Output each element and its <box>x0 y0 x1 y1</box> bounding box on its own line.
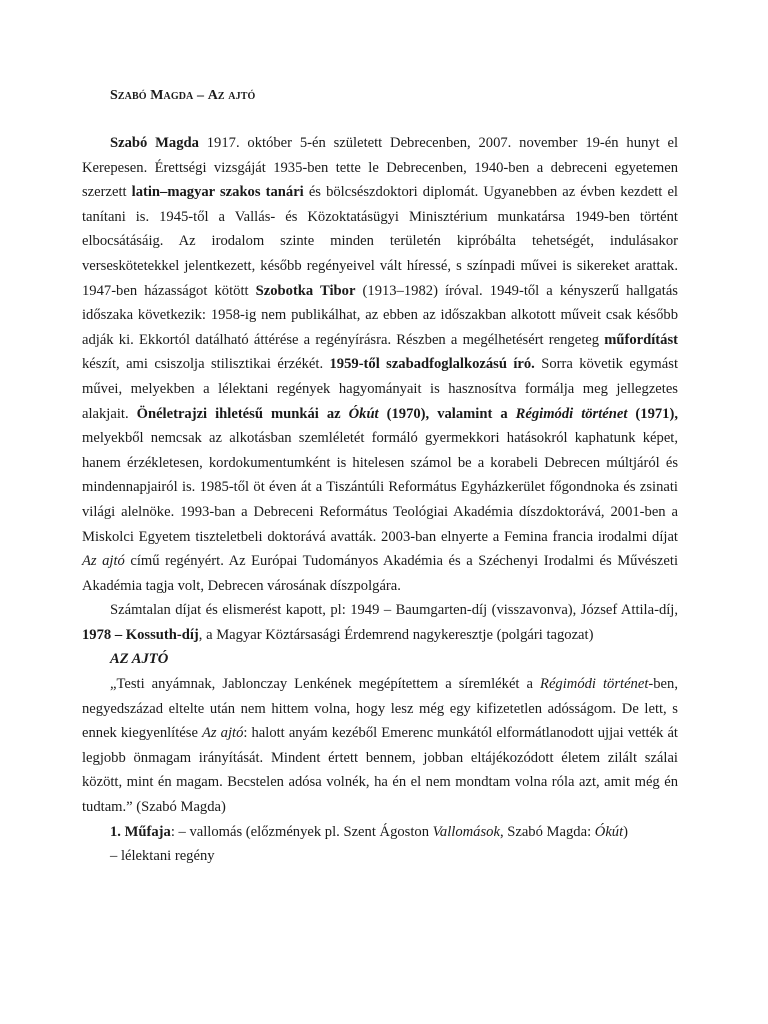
quote-paragraph <box>82 672 678 820</box>
quote-text-2: -ben, negyedszázad eltelte után nem hittem volna, hogy lesz még egy kifizetetlen adósságom. De lett, s ennek kiegyenlítése <box>82 676 678 742</box>
bio-paragraph <box>82 131 678 598</box>
genre-work-vallomasok: Vallomások <box>432 823 500 840</box>
heading-dash: – <box>193 88 208 103</box>
heading-title: Az ajtó <box>207 88 256 103</box>
work-title-regimodi: Régimódi történet <box>515 405 628 422</box>
work-year-1970: (1970), valamint a <box>378 405 516 422</box>
bio-text-1: 1917. október 5-én született Debrecenben, 2007. november 19-én hunyt el Kerepesen. Érettségi vizsgáját 1935-ben tette le Debrecenben, 1940-ben a debreceni egyetemen szerzett <box>82 135 678 201</box>
genre-line <box>82 820 678 845</box>
work-title-okut: Ókút <box>348 405 379 422</box>
genre-label: 1. Műfaja <box>110 823 171 840</box>
quote-work-title-az-ajto: Az ajtó <box>202 725 244 742</box>
bio-text-4: készít, ami csiszolja stilisztikai érzékét. <box>82 356 330 373</box>
kossuth-prize-highlight: 1978 – Kossuth-díj <box>82 626 199 643</box>
author-name: Szabó Magda <box>110 135 199 151</box>
freelance-highlight: 1959-től szabadfoglalkozású író. <box>329 356 535 373</box>
genre-line-2: – lélektani regény <box>110 848 215 865</box>
genre-text-2: , Szabó Magda: <box>499 823 595 840</box>
bio-text-3: (1913–1982) íróval. 1949-től a kényszerű hallgatás időszaka következik: 1958-ig nem publikálhat, az ebben az időszakban alkotott műveit csak később adják ki. Ekkortól datálható áttérése a regényírásra. Részben a megélhetésért rengeteg <box>82 282 678 348</box>
quote-work-title-regimodi: Régimódi történet <box>540 676 649 693</box>
work-title-az-ajto: Az ajtó <box>82 553 125 570</box>
genre-text-3: ) <box>623 823 629 840</box>
bio-text-2: és bölcsészdoktori diplomát. Ugyanebben az évben kezdett el tanítani is. 1945-től a Vallás- és Közoktatásügyi Minisztérium munkatársa 1949-ben történt elbocsátásáig. Az irodalom szinte minden területén kipróbálta tehetségét, indulásakor verseskötetekkel jelentkezett, később regényeivel vált híressé, s színpadi művei is sikereket arattak. 1947-ben házasságot kötött <box>82 184 678 299</box>
quote-text-3: : halott anyám kezéből Emerenc munkától elformátlanodott ujjai vették át legjobb önmagam irányítását. Mindent értett bennem, jobban eltájékozódott életem zilált szálai között, mint én magam. Becstelen adósa volnék, ha én el nem mondtam volna róla azt, amit még én tudtam.” (Szabó Magda) <box>82 725 678 816</box>
autobiographical-works-highlight: Önéletrajzi ihletésű munkái az <box>136 405 349 422</box>
genre-work-okut: Ókút <box>594 823 624 840</box>
degree-highlight: latin–magyar szakos tanári <box>131 184 304 201</box>
awards-text-1: Számtalan díjat és elismerést kapott, pl: 1949 – Baumgarten-díj (visszavonva), József Attila-díj, <box>110 602 678 619</box>
awards-text-2: , a Magyar Köztársasági Érdemrend nagykeresztje (polgári tagozat) <box>198 626 594 643</box>
spouse-name: Szobotka Tibor <box>255 282 356 299</box>
genre-text-1: : – vallomás (előzmények pl. Szent Ágoston <box>170 823 433 840</box>
heading-author: Szabó Magda <box>110 88 194 103</box>
document-body <box>82 131 678 869</box>
quote-text-1: „Testi anyámnak, Jablonczay Lenkének megépítettem a síremlékét a <box>110 676 541 693</box>
bio-text-5: Sorra követik egymást művei, melyekben a lélektani regények hagyományait is hasznosítva formálja meg jellegzetes alakjait. <box>82 356 678 422</box>
document-heading <box>110 84 255 109</box>
bio-text-6: melyekből nemcsak az alkotásban szemléletét formáló gyermekkori hatásokról kaphatunk képet, hanem érzékletesen, kordokumentumként is hitelesen számol be a korabeli Debrecen múltjáról és mindennapjairól is. 1985-től öt éven át a Tiszántúli Református Egyházkerület főgondnoka és zsinati világi alelnöke. 1993-ban a Debreceni Református Teológiai Akadémia díszdoktorává, 2001-ben a Miskolci Egyetem tiszteletbeli doktorává avatták. 2003-ban elnyerte a Femina francia irodalmi díjat <box>82 430 678 545</box>
bio-text-7: című regényért. Az Európai Tudományos Akadémia és a Széchenyi Irodalmi és Művészeti Akadémia tagja volt, Debrecen városának díszpolgára. <box>82 553 678 594</box>
awards-paragraph <box>82 598 678 647</box>
work-year-1971: (1971), <box>627 405 678 422</box>
translation-highlight: műfordítást <box>604 331 678 348</box>
section-title: AZ AJTÓ <box>110 651 169 668</box>
